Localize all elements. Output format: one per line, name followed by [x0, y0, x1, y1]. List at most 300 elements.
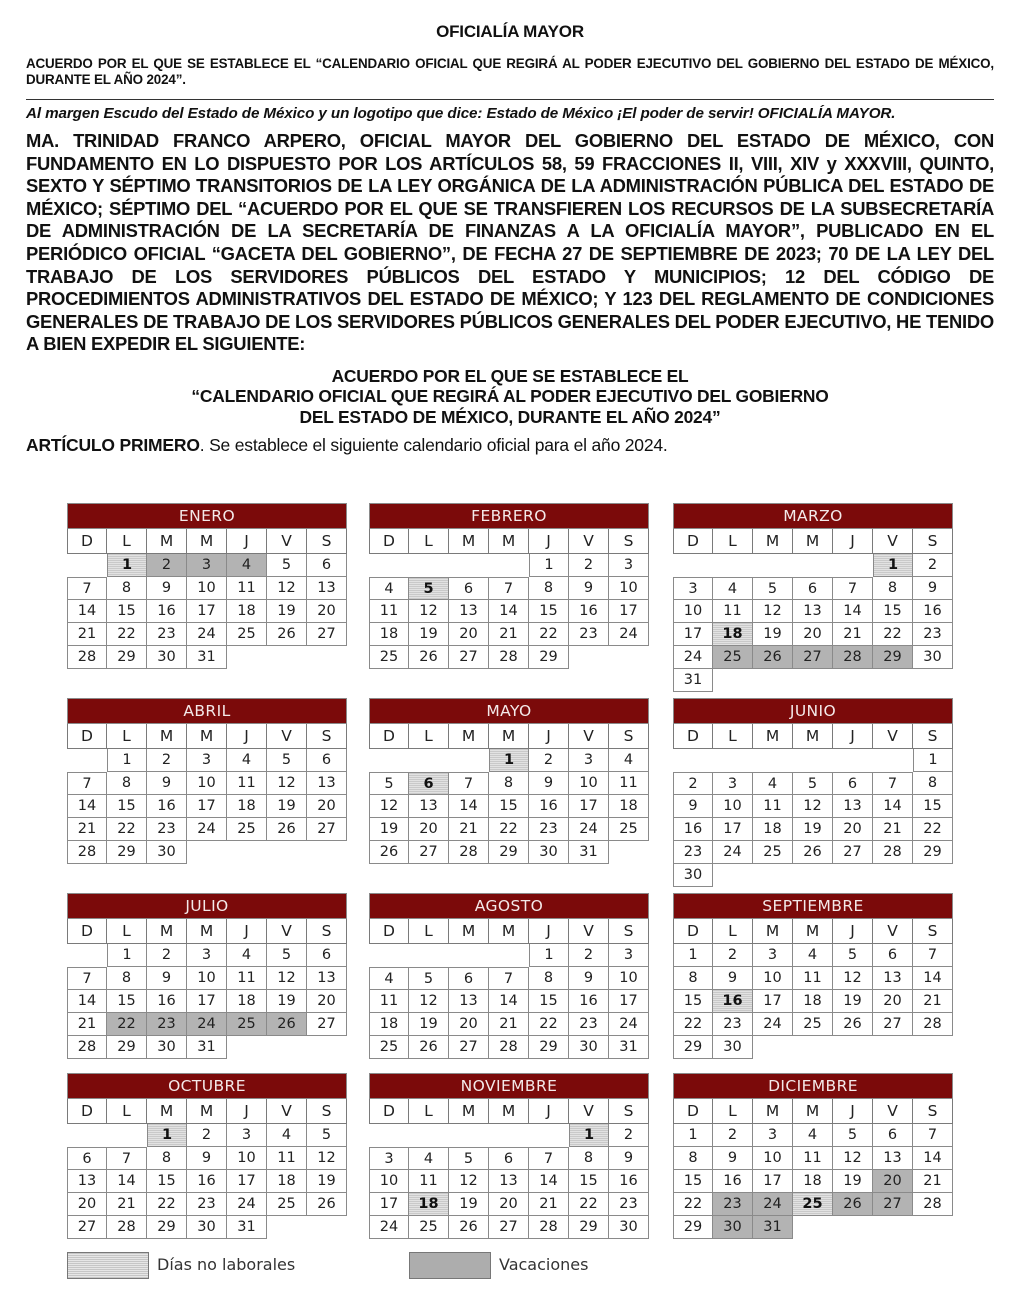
day-cell: 4 [267, 1124, 307, 1147]
day-cell: 15 [673, 990, 713, 1013]
empty-cell [449, 944, 489, 967]
acuerdo-line: ACUERDO POR EL QUE SE ESTABLECE EL [331, 365, 689, 386]
day-cell-vacation: 3 [187, 554, 227, 577]
weekday-header: M [147, 919, 187, 944]
day-cell: 7 [67, 772, 107, 795]
weekday-header: D [67, 724, 107, 749]
day-cell: 18 [369, 1013, 409, 1036]
day-cell-vacation: 2 [147, 554, 187, 577]
day-cell: 2 [187, 1124, 227, 1147]
non-working-swatch-icon [67, 1252, 149, 1279]
day-cell-vacation: 26 [267, 1013, 307, 1036]
weekday-header: S [913, 529, 953, 554]
month-grid [369, 529, 649, 669]
weekday-header: L [107, 1099, 147, 1124]
day-cell: 6 [307, 554, 347, 577]
day-cell: 30 [529, 841, 569, 864]
day-cell: 12 [307, 1147, 347, 1170]
day-cell: 20 [489, 1193, 529, 1216]
month-calendar-noviembre [369, 1073, 649, 1239]
month-calendar-febrero [369, 503, 649, 669]
weekday-header: D [673, 529, 713, 554]
day-cell: 5 [753, 577, 793, 600]
day-cell: 22 [913, 818, 953, 841]
weekday-header: J [529, 724, 569, 749]
document-page [26, 0, 994, 456]
day-cell: 4 [227, 749, 267, 772]
day-cell: 2 [609, 1124, 649, 1147]
day-cell: 18 [267, 1170, 307, 1193]
day-cell: 2 [913, 554, 953, 577]
weekday-header: M [793, 1099, 833, 1124]
weekday-header: J [833, 529, 873, 554]
month-header: NOVIEMBRE [369, 1073, 649, 1099]
empty-cell [409, 554, 449, 577]
day-cell: 9 [529, 772, 569, 795]
day-cell: 7 [67, 967, 107, 990]
month-calendar-diciembre [673, 1073, 953, 1239]
empty-cell [713, 749, 753, 772]
weekday-header: S [913, 724, 953, 749]
weekday-header: D [67, 529, 107, 554]
vacation-swatch-icon [409, 1252, 491, 1279]
day-cell: 4 [369, 577, 409, 600]
day-cell-vacation: 30 [713, 1216, 753, 1239]
month-grid [673, 919, 953, 1059]
weekday-header: V [873, 1099, 913, 1124]
day-cell: 25 [753, 841, 793, 864]
month-calendar-marzo [673, 503, 953, 692]
day-cell: 5 [449, 1147, 489, 1170]
day-cell: 1 [529, 944, 569, 967]
day-cell: 6 [873, 944, 913, 967]
empty-cell [529, 1124, 569, 1147]
day-cell: 2 [529, 749, 569, 772]
weekday-header: D [369, 724, 409, 749]
day-cell: 16 [147, 600, 187, 623]
weekday-header: M [753, 529, 793, 554]
weekday-header: L [107, 529, 147, 554]
day-cell: 22 [147, 1193, 187, 1216]
legend-label: Días no laborales [157, 1255, 296, 1274]
day-cell: 11 [227, 967, 267, 990]
day-cell: 19 [793, 818, 833, 841]
day-cell: 19 [833, 1170, 873, 1193]
day-cell: 19 [753, 623, 793, 646]
day-cell: 19 [409, 1013, 449, 1036]
day-cell: 14 [67, 600, 107, 623]
weekday-header: S [609, 529, 649, 554]
day-cell: 26 [449, 1216, 489, 1239]
day-cell: 12 [833, 1147, 873, 1170]
day-cell: 13 [307, 577, 347, 600]
weekday-header: L [107, 724, 147, 749]
month-grid [673, 724, 953, 887]
weekday-header: L [713, 1099, 753, 1124]
day-cell: 25 [227, 623, 267, 646]
weekday-header: L [409, 1099, 449, 1124]
day-cell: 19 [267, 795, 307, 818]
day-cell: 13 [833, 795, 873, 818]
document-subtitle: ACUERDO POR EL QUE SE ESTABLECE EL “CALENDARIO OFICIAL QUE REGIRÁ AL PODER EJECUTIVO DEL GOBIERNO DEL ESTADO DE MÉXICO, DURANTE EL AÑO 2024”. [26, 56, 994, 87]
weekday-header: D [673, 724, 713, 749]
day-cell-non-working: 5 [409, 577, 449, 600]
day-cell: 1 [673, 1124, 713, 1147]
day-cell: 5 [307, 1124, 347, 1147]
month-grid [67, 529, 347, 669]
day-cell: 15 [673, 1170, 713, 1193]
day-cell-vacation: 23 [147, 1013, 187, 1036]
day-cell: 10 [569, 772, 609, 795]
day-cell: 1 [913, 749, 953, 772]
day-cell: 5 [267, 554, 307, 577]
day-cell: 31 [569, 841, 609, 864]
day-cell: 14 [489, 600, 529, 623]
day-cell: 3 [187, 944, 227, 967]
margin-note: Al margen Escudo del Estado de México y un logotipo que dice: Estado de México ¡El poder de servir! OFICIALÍA MAYOR. [26, 105, 896, 122]
day-cell: 20 [307, 600, 347, 623]
month-header: AGOSTO [369, 893, 649, 919]
page-title: OFICIALÍA MAYOR [436, 22, 584, 41]
empty-cell [873, 749, 913, 772]
month-header: FEBRERO [369, 503, 649, 529]
day-cell: 1 [529, 554, 569, 577]
day-cell: 20 [449, 1013, 489, 1036]
month-header: MAYO [369, 698, 649, 724]
day-cell: 30 [569, 1036, 609, 1059]
empty-cell [369, 749, 409, 772]
day-cell: 14 [67, 990, 107, 1013]
weekday-header: J [529, 1099, 569, 1124]
weekday-header: M [753, 919, 793, 944]
day-cell: 13 [793, 600, 833, 623]
day-cell: 1 [107, 944, 147, 967]
day-cell: 10 [753, 967, 793, 990]
day-cell: 2 [713, 944, 753, 967]
weekday-header: J [227, 1099, 267, 1124]
day-cell: 29 [529, 646, 569, 669]
day-cell: 25 [227, 818, 267, 841]
day-cell: 11 [227, 772, 267, 795]
day-cell: 18 [369, 623, 409, 646]
day-cell: 17 [187, 600, 227, 623]
empty-cell [489, 1124, 529, 1147]
legend-label: Vacaciones [499, 1255, 589, 1274]
month-grid [673, 529, 953, 692]
day-cell-vacation: 22 [107, 1013, 147, 1036]
weekday-header: J [227, 919, 267, 944]
day-cell: 15 [107, 600, 147, 623]
weekday-header: J [529, 919, 569, 944]
day-cell: 5 [833, 1124, 873, 1147]
day-cell: 4 [793, 944, 833, 967]
day-cell: 24 [369, 1216, 409, 1239]
day-cell: 24 [609, 1013, 649, 1036]
day-cell: 24 [187, 623, 227, 646]
day-cell: 14 [913, 967, 953, 990]
day-cell: 19 [449, 1193, 489, 1216]
day-cell: 29 [107, 1036, 147, 1059]
day-cell: 2 [673, 772, 713, 795]
day-cell: 24 [227, 1193, 267, 1216]
day-cell: 7 [913, 944, 953, 967]
month-grid [67, 919, 347, 1059]
day-cell: 18 [227, 795, 267, 818]
day-cell: 17 [753, 1170, 793, 1193]
day-cell: 8 [569, 1147, 609, 1170]
weekday-header: V [569, 919, 609, 944]
day-cell: 12 [753, 600, 793, 623]
articulo-label: ARTÍCULO PRIMERO [26, 435, 200, 456]
day-cell: 26 [409, 1036, 449, 1059]
acuerdo-line: DEL ESTADO DE MÉXICO, DURANTE EL AÑO 2024” [299, 406, 721, 427]
weekday-header: M [753, 724, 793, 749]
day-cell: 21 [529, 1193, 569, 1216]
day-cell: 31 [673, 669, 713, 692]
day-cell: 23 [569, 623, 609, 646]
day-cell-non-working: 1 [569, 1124, 609, 1147]
day-cell: 2 [569, 554, 609, 577]
day-cell: 5 [409, 967, 449, 990]
day-cell: 29 [569, 1216, 609, 1239]
day-cell: 24 [609, 623, 649, 646]
day-cell: 17 [369, 1193, 409, 1216]
day-cell: 5 [369, 772, 409, 795]
day-cell: 29 [489, 841, 529, 864]
day-cell: 11 [793, 967, 833, 990]
day-cell: 11 [227, 577, 267, 600]
day-cell: 15 [873, 600, 913, 623]
day-cell: 26 [307, 1193, 347, 1216]
weekday-header: D [67, 1099, 107, 1124]
weekday-header: S [307, 724, 347, 749]
day-cell: 15 [147, 1170, 187, 1193]
day-cell: 27 [409, 841, 449, 864]
day-cell: 30 [713, 1036, 753, 1059]
preamble-paragraph: MA. TRINIDAD FRANCO ARPERO, OFICIAL MAYOR DEL GOBIERNO DEL ESTADO DE MÉXICO, CON FUNDAMENTO EN LO DISPUESTO POR LOS ARTÍCULOS 58, 59 FRACCIONES II, VIII, XIV y XXXVIII, QUINTO, SEXTO Y SÉPTIMO TRANSITORIOS DE LA LEY ORGÁNICA DE LA ADMINISTRACIÓN PÚBLICA DEL ESTADO DE MÉXICO; SÉPTIMO DEL “ACUERDO POR EL QUE SE TRANSFIEREN LOS RECURSOS DE LA SUBSECRETARÍA DE ADMINISTRACIÓN DE LA SECRETARÍA DE FINANZAS A LA OFICIALÍA MAYOR”, PUBLICADO EN EL PERIÓDICO OFICIAL “GACETA DEL GOBIERNO”, DE FECHA 27 DE SEPTIEMBRE DE 2023; 70 DE LA LEY DEL TRABAJO DE LOS SERVIDORES PÚBLICOS DEL ESTADO Y MUNICIPIOS; 12 DEL CÓDIGO DE PROCEDIMIENTOS ADMINISTRATIVOS DEL ESTADO DE MÉXICO; Y 123 DEL REGLAMENTO DE CONDICIONES GENERALES DE TRABAJO DE LOS SERVIDORES PÚBLICOS GENERALES DEL PODER EJECUTIVO, HE TENIDO A BIEN EXPEDIR EL SIGUIENTE: [26, 130, 994, 355]
day-cell: 12 [267, 967, 307, 990]
day-cell: 5 [267, 749, 307, 772]
day-cell: 2 [147, 749, 187, 772]
day-cell: 22 [107, 818, 147, 841]
weekday-header: M [489, 919, 529, 944]
empty-cell [833, 749, 873, 772]
weekday-header: V [267, 724, 307, 749]
weekday-header: V [267, 529, 307, 554]
empty-cell [449, 1124, 489, 1147]
day-cell: 4 [409, 1147, 449, 1170]
day-cell: 28 [67, 646, 107, 669]
day-cell: 28 [67, 1036, 107, 1059]
day-cell: 22 [673, 1013, 713, 1036]
weekday-header: S [609, 1099, 649, 1124]
day-cell: 26 [267, 623, 307, 646]
day-cell: 25 [609, 818, 649, 841]
day-cell: 28 [449, 841, 489, 864]
weekday-header: M [449, 724, 489, 749]
day-cell: 11 [369, 990, 409, 1013]
month-header: JUNIO [673, 698, 953, 724]
day-cell: 28 [67, 841, 107, 864]
month-calendar-mayo [369, 698, 649, 864]
weekday-header: D [369, 919, 409, 944]
day-cell: 12 [409, 600, 449, 623]
day-cell: 19 [267, 600, 307, 623]
day-cell-non-working: 1 [147, 1124, 187, 1147]
day-cell: 27 [873, 1013, 913, 1036]
day-cell: 11 [713, 600, 753, 623]
day-cell: 30 [147, 841, 187, 864]
day-cell: 14 [107, 1170, 147, 1193]
weekday-header: V [569, 1099, 609, 1124]
day-cell: 31 [187, 1036, 227, 1059]
empty-cell [369, 944, 409, 967]
day-cell: 15 [529, 990, 569, 1013]
empty-cell [673, 749, 713, 772]
day-cell-vacation: 24 [187, 1013, 227, 1036]
day-cell: 24 [753, 1013, 793, 1036]
day-cell: 4 [227, 944, 267, 967]
day-cell: 23 [569, 1013, 609, 1036]
day-cell: 3 [753, 1124, 793, 1147]
day-cell: 10 [673, 600, 713, 623]
day-cell: 26 [793, 841, 833, 864]
day-cell: 23 [147, 818, 187, 841]
day-cell: 18 [793, 990, 833, 1013]
weekday-header: J [833, 919, 873, 944]
day-cell: 28 [529, 1216, 569, 1239]
day-cell: 17 [753, 990, 793, 1013]
day-cell: 16 [673, 818, 713, 841]
day-cell: 6 [793, 577, 833, 600]
day-cell: 9 [713, 967, 753, 990]
acuerdo-heading [26, 366, 994, 428]
weekday-header: M [793, 724, 833, 749]
day-cell: 18 [609, 795, 649, 818]
month-grid [369, 1099, 649, 1239]
day-cell: 26 [267, 818, 307, 841]
day-cell: 3 [227, 1124, 267, 1147]
day-cell: 7 [67, 577, 107, 600]
day-cell: 1 [673, 944, 713, 967]
weekday-header: M [187, 529, 227, 554]
day-cell: 21 [913, 990, 953, 1013]
day-cell: 28 [489, 1036, 529, 1059]
day-cell: 10 [369, 1170, 409, 1193]
day-cell: 13 [449, 990, 489, 1013]
weekday-header: L [713, 919, 753, 944]
day-cell: 27 [307, 818, 347, 841]
day-cell: 15 [489, 795, 529, 818]
weekday-header: D [67, 919, 107, 944]
day-cell: 3 [187, 749, 227, 772]
day-cell: 16 [713, 1170, 753, 1193]
day-cell: 21 [489, 1013, 529, 1036]
day-cell: 9 [187, 1147, 227, 1170]
day-cell: 8 [529, 577, 569, 600]
day-cell-vacation: 29 [873, 646, 913, 669]
day-cell: 24 [187, 818, 227, 841]
empty-cell [409, 749, 449, 772]
weekday-header: M [489, 1099, 529, 1124]
day-cell: 19 [267, 990, 307, 1013]
day-cell-non-working: 1 [489, 749, 529, 772]
weekday-header: V [569, 529, 609, 554]
day-cell: 25 [267, 1193, 307, 1216]
weekday-header: M [187, 1099, 227, 1124]
day-cell: 22 [489, 818, 529, 841]
month-calendar-abril [67, 698, 347, 864]
day-cell: 13 [307, 967, 347, 990]
day-cell: 15 [913, 795, 953, 818]
month-grid [369, 724, 649, 864]
day-cell: 13 [873, 1147, 913, 1170]
day-cell-non-working: 18 [713, 623, 753, 646]
day-cell: 21 [873, 818, 913, 841]
day-cell-vacation: 27 [873, 1193, 913, 1216]
empty-cell [793, 554, 833, 577]
day-cell: 2 [147, 944, 187, 967]
day-cell: 5 [793, 772, 833, 795]
weekday-header: J [227, 724, 267, 749]
weekday-header: V [267, 919, 307, 944]
day-cell-vacation: 31 [753, 1216, 793, 1239]
day-cell: 23 [187, 1193, 227, 1216]
day-cell: 22 [873, 623, 913, 646]
day-cell: 13 [409, 795, 449, 818]
weekday-header: M [449, 529, 489, 554]
empty-cell [753, 554, 793, 577]
day-cell: 7 [873, 772, 913, 795]
day-cell: 7 [489, 967, 529, 990]
day-cell: 17 [609, 600, 649, 623]
empty-cell [673, 554, 713, 577]
weekday-header: L [713, 724, 753, 749]
day-cell: 29 [913, 841, 953, 864]
day-cell: 5 [267, 944, 307, 967]
weekday-header: M [489, 529, 529, 554]
empty-cell [409, 944, 449, 967]
weekday-header: S [913, 919, 953, 944]
weekday-header: D [369, 529, 409, 554]
day-cell: 20 [307, 990, 347, 1013]
day-cell: 8 [107, 577, 147, 600]
month-grid [67, 1099, 347, 1239]
day-cell: 30 [187, 1216, 227, 1239]
day-cell: 28 [873, 841, 913, 864]
day-cell: 7 [107, 1147, 147, 1170]
day-cell: 12 [793, 795, 833, 818]
day-cell: 29 [107, 646, 147, 669]
day-cell: 18 [227, 990, 267, 1013]
day-cell: 13 [67, 1170, 107, 1193]
day-cell: 23 [713, 1013, 753, 1036]
day-cell: 4 [713, 577, 753, 600]
weekday-header: M [753, 1099, 793, 1124]
day-cell: 12 [267, 577, 307, 600]
day-cell: 7 [833, 577, 873, 600]
month-header: DICIEMBRE [673, 1073, 953, 1099]
empty-cell [67, 944, 107, 967]
day-cell: 26 [409, 646, 449, 669]
day-cell: 27 [449, 646, 489, 669]
day-cell: 9 [673, 795, 713, 818]
day-cell: 3 [609, 554, 649, 577]
day-cell: 16 [187, 1170, 227, 1193]
day-cell: 17 [187, 795, 227, 818]
day-cell: 8 [673, 967, 713, 990]
empty-cell [449, 554, 489, 577]
